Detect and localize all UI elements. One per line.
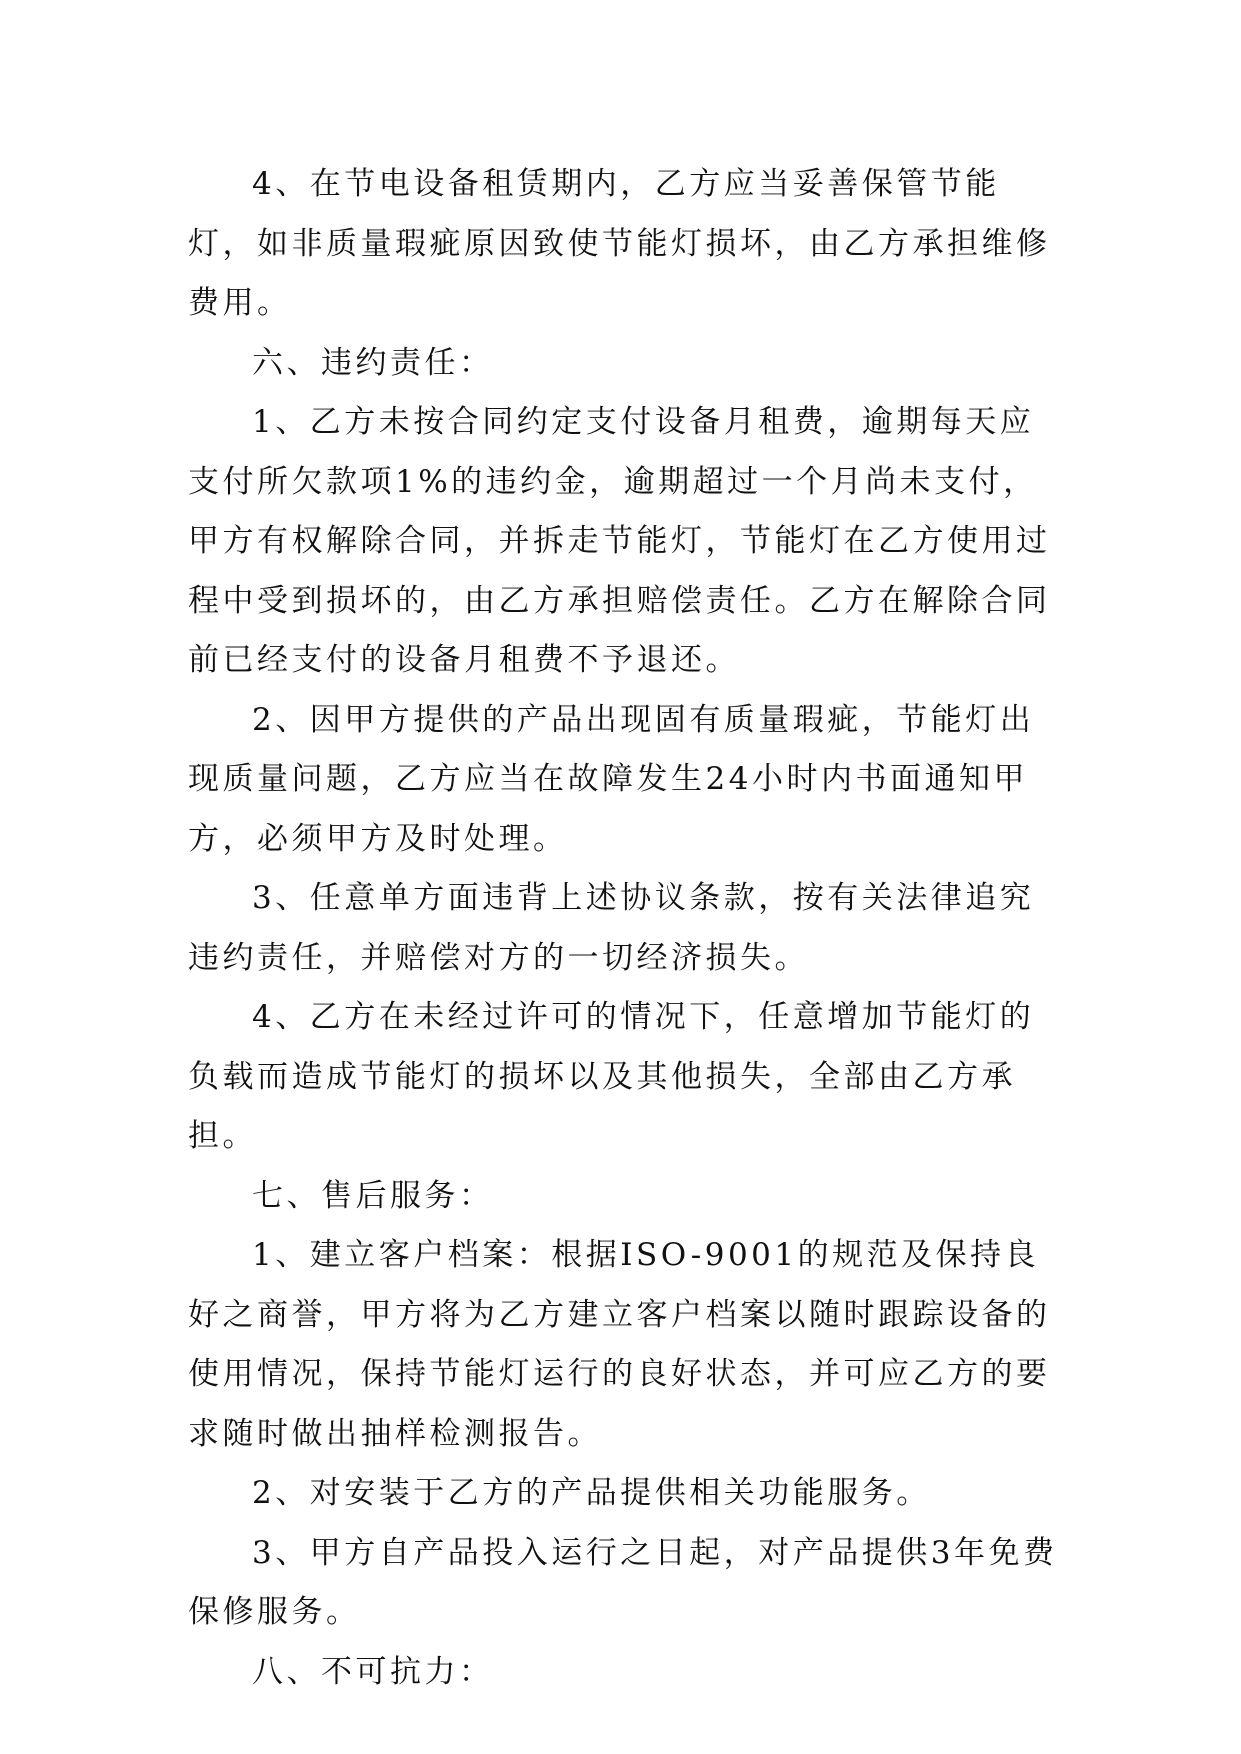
section-heading-force-majeure: 八、不可抗力： [252, 1653, 494, 1690]
paragraph-quality-defect: 2、因甲方提供的产品出现固有质量瑕疵，节能灯出现质量问题，乙方应当在故障发生24小时内书面通知甲方，必须甲方及时处理。 [188, 701, 1035, 857]
paragraph-late-payment: 1、乙方未按合同约定支付设备月租费，逾期每天应支付所欠款项1%的违约金，逾期超过一个月尚未支付，甲方有权解除合同，并拆走节能灯，节能灯在乙方使用过程中受到损坏的，由乙方承担赔偿责任。乙方在解除合同前已经支付的设备月租费不予退还。 [188, 404, 1051, 678]
document-body [188, 155, 1068, 1702]
paragraph-function-service: 2、对安装于乙方的产品提供相关功能服务。 [252, 1475, 931, 1511]
section-heading-after-sales: 七、售后服务： [252, 1177, 494, 1214]
paragraph-unauthorized-load: 4、乙方在未经过许可的情况下，任意增加节能灯的负载而造成节能灯的损坏以及其他损失，全部由乙方承担。 [188, 999, 1035, 1154]
paragraph-customer-records: 1、建立客户档案：根据ISO-9001的规范及保持良好之商誉，甲方将为乙方建立客户档案以随时跟踪设备的使用情况，保持节能灯运行的良好状态，并可应乙方的要求随时做出抽样检测报告。 [188, 1237, 1051, 1452]
paragraph-lease-maintenance: 4、在节电设备租赁期内，乙方应当妥善保管节能灯，如非质量瑕疵原因致使节能灯损坏，由乙方承担维修费用。 [188, 166, 1051, 321]
paragraph-unilateral-breach: 3、任意单方面违背上述协议条款，按有关法律追究违约责任，并赔偿对方的一切经济损失。 [188, 880, 1035, 976]
section-heading-breach-liability: 六、违约责任： [252, 344, 494, 381]
paragraph-free-warranty: 3、甲方自产品投入运行之日起，对产品提供3年免费保修服务。 [188, 1534, 1058, 1630]
